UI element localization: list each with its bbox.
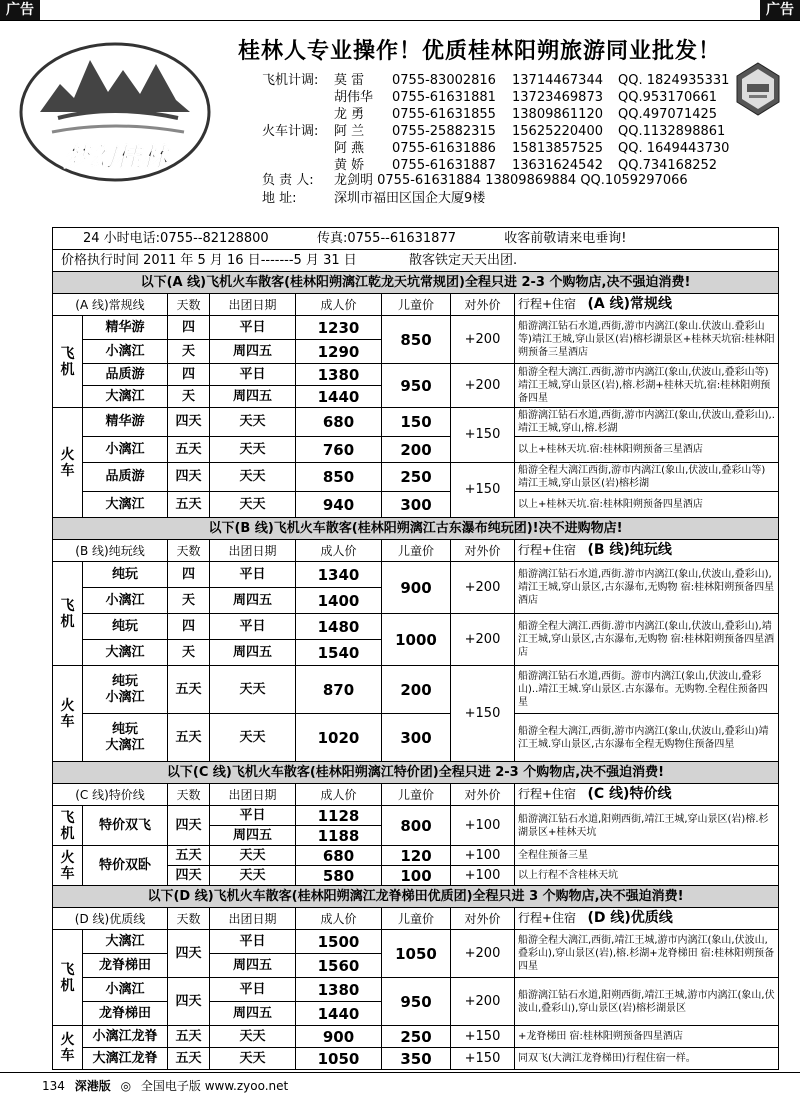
a-train-row-1: 火车 精华游 四天 天天 680 150 +150 船游漓江钻石水道,西街,游市内漓江(象山,伏波山,叠彩山),.靖江王城,穿山,榕.杉湖: [53, 408, 779, 437]
section-d-banner: 以下(D 线)飞机火车散客(桂林阳朔漓江龙脊梯田优质团)全程只进 3 个购物店,决不强迫消费!: [53, 886, 779, 908]
contact-role: 火车计调:: [262, 124, 319, 139]
contact-mobile: 13631624542: [512, 158, 603, 173]
a-train-row-2: 小漓江 五天 天天 760 200 以上+桂林天坑.宿:桂林阳朔预备三星酒店: [53, 437, 779, 463]
section-a-header: (A 线)常规线 天数 出团日期 成人价 儿童价 对外价 行程+住宿 (A 线)常规线: [53, 294, 779, 316]
d-train-row-2: 大漓江龙脊 五天 天天 1050 350 +150 同双飞(大漓江龙脊梯田)行程住宿一样。: [53, 1048, 779, 1070]
address-text: 深圳市福田区国企大厦9楼: [334, 191, 486, 206]
section-a-banner: 以下(A 线)飞机火车散客(桂林阳朔漓江乾龙天坑常规团)全程只进 2-3 个购物店,决不强迫消费!: [53, 272, 779, 294]
contact-qq: QQ.953170661: [618, 90, 718, 105]
b-train-row-2: 纯玩 大漓江 五天 天天 1020 300 船游全程大漓江,西街,游市内漓江(象山,伏波山,叠彩山)靖江王城.穿山景区,古东瀑布全程无购物住预备四星: [53, 714, 779, 762]
contact-tel: 0755-61631887: [392, 158, 496, 173]
a-plane-row-4: 大漓江 天 周四五 1440: [53, 386, 779, 408]
contact-name: 莫 雷: [334, 73, 365, 88]
ad-tag-left: 广告: [0, 0, 40, 20]
departure-note: 散客铁定天天出团.: [409, 252, 518, 268]
page-footer: [42, 1077, 294, 1094]
c-plane-row-1: 飞机 特价双飞 四天 平日 1128 800 +100 船游漓江钻石水道,阳朔西街,靖江王城,穿山景区(岩)榕.杉湖景区+桂林天坑: [53, 806, 779, 826]
section-b-banner: 以下(B 线)飞机火车散客(桂林阳朔漓江古东瀑布纯玩团)!决不进购物店!: [53, 518, 779, 540]
section-b-header: (B 线)纯玩线 天数 出团日期 成人价 儿童价 对外价 行程+住宿 (B 线)纯玩线: [53, 540, 779, 562]
price-table: [52, 227, 779, 1070]
price-validity: 价格执行时间 2011 年 5 月 16 日-------5 月 31 日: [61, 252, 357, 268]
contact-name: 阿 兰: [334, 124, 365, 139]
certification-badge: [735, 62, 781, 116]
top-rule: [0, 20, 800, 21]
contact-mobile: 15625220400: [512, 124, 603, 139]
a-plane-row-2: 小漓江 天 周四五 1290: [53, 340, 779, 364]
contact-qq: QQ.497071425: [618, 107, 718, 122]
footer-rule: [0, 1072, 800, 1073]
contact-tel: 0755-61631881: [392, 90, 496, 105]
c-train-row-2: 四天 天天 580 100 +100 以上行程不含桂林天坑: [53, 866, 779, 886]
info-row-2: [53, 250, 779, 272]
b-train-row-1: 火车 纯玩 小漓江 五天 天天 870 200 +150 船游漓江钻石水道,西街。游市内漓江(象山,伏波山,叠彩山)..靖江王城.穿山景区.古东瀑布。无购物.全程住预备四星: [53, 666, 779, 714]
b-plane-row-1: 飞机 纯玩 四 平日 1340 900 +200 船游漓江钻石水道,西街.游市内漓江(象山,伏波山,叠彩山),靖江王城,穿山景区,古东瀑布,无购物 宿:桂林阳朔预备四星酒店: [53, 562, 779, 588]
contact-mobile: 13714467344: [512, 73, 603, 88]
b-plane-row-4: 大漓江 天 周四五 1540: [53, 640, 779, 666]
site-link[interactable]: 全国电子版 www.zyoo.net: [140, 1079, 289, 1093]
manager-label: 负 责 人:: [262, 173, 314, 188]
info-row-1: [53, 228, 779, 250]
company-logo: [18, 40, 213, 185]
page-number: 134: [42, 1079, 65, 1093]
contact-qq: QQ. 1824935331: [618, 73, 730, 88]
c-plane-row-2: 周四五 1188: [53, 826, 779, 846]
a-train-row-3: 品质游 四天 天天 850 250 +150 船游全程大漓江西街,游市内漓江(象山,伏波山,叠彩山等)靖江王城,穿山景区(岩)榕杉湖: [53, 463, 779, 492]
hotline: 24 小时电话:0755--82128800: [83, 230, 269, 246]
contact-tel: 0755-61631855: [392, 107, 496, 122]
contact-qq: QQ.1132898861: [618, 124, 726, 139]
a-plane-row-3: 品质游 四 平日 1380 950 +200 船游全程大漓江.西街,游市内漓江(象山,伏波山,叠彩山等)靖江王城,穿山景区(岩),榕.杉湖+桂林天坑,宿:桂林阳朔预备四星: [53, 364, 779, 386]
logo-lettering: 梦幻桂林: [62, 143, 168, 173]
inquiry-note: 收客前敬请来电垂询!: [504, 230, 627, 246]
c-train-row-1: 火车 特价双卧 五天 天天 680 120 +100 全程住预备三星: [53, 846, 779, 866]
d-plane-row-1: 飞机 大漓江 四天 平日 1500 1050 +200 船游全程大漓江,西街,靖江王城,游市内漓江(象山,伏波山,叠彩山),穿山景区(岩),榕.杉湖+龙脊梯田 宿:桂林阳朔预备四星: [53, 930, 779, 954]
contact-name: 胡伟华: [334, 90, 374, 105]
edition-icon: ◎: [120, 1079, 132, 1093]
b-plane-row-2: 小漓江 天 周四五 1400: [53, 588, 779, 614]
a-plane-row-1: 飞机 精华游 四 平日 1230 850 +200 船游漓江钻石水道,西街,游市内漓江(象山.伏波山.叠彩山等)靖江王城,穿山景区(岩)榕杉湖景区+桂林天坑宿:桂林阳朔预备三星酒店: [53, 316, 779, 340]
edition-label: 深港版: [74, 1079, 111, 1093]
manager-text: 龙剑明 0755-61631884 13809869884 QQ.1059297066: [334, 173, 688, 188]
d-plane-row-4: 龙脊梯田 周四五 1440: [53, 1002, 779, 1026]
d-train-row-1: 火车 小漓江龙脊 五天 天天 900 250 +150 +龙脊梯田 宿:桂林阳朔预备四星酒店: [53, 1026, 779, 1048]
section-d-header: (D 线)优质线 天数 出团日期 成人价 儿童价 对外价 行程+住宿 (D 线)优质线: [53, 908, 779, 930]
contact-tel: 0755-61631886: [392, 141, 496, 156]
contact-mobile: 13809861120: [512, 107, 603, 122]
contact-name: 龙 勇: [334, 107, 365, 122]
contact-role: 飞机计调:: [262, 73, 319, 88]
b-plane-row-3: 纯玩 四 平日 1480 1000 +200 船游全程大漓江.西街.游市内漓江(象山,伏波山,叠彩山),靖江王城,穿山景区,古东瀑布,无购物 宿:桂林阳朔预备四星酒店: [53, 614, 779, 640]
contact-qq: QQ. 1649443730: [618, 141, 730, 156]
d-plane-row-2: 龙脊梯田 周四五 1560: [53, 954, 779, 978]
d-plane-row-3: 小漓江 四天 平日 1380 950 +200 船游漓江钻石水道,阳朔西街,靖江王城,游市内漓江(象山,伏波山,叠彩山),穿山景区(岩)榕杉湖景区: [53, 978, 779, 1002]
contact-tel: 0755-25882315: [392, 124, 496, 139]
contact-name: 阿 燕: [334, 141, 365, 156]
contact-mobile: 13723469873: [512, 90, 603, 105]
a-train-row-4: 大漓江 五天 天天 940 300 以上+桂林天坑.宿:桂林阳朔预备四星酒店: [53, 492, 779, 518]
ad-tag-right: 广告: [760, 0, 800, 20]
contact-name: 黄 娇: [334, 158, 365, 173]
section-c-header: (C 线)特价线 天数 出团日期 成人价 儿童价 对外价 行程+住宿 (C 线)特价线: [53, 784, 779, 806]
contact-qq: QQ.734168252: [618, 158, 718, 173]
contact-tel: 0755-83002816: [392, 73, 496, 88]
fax: 传真:0755--61631877: [316, 230, 456, 246]
headline: 桂林人专业操作！优质桂林阳朔旅游同业批发！: [238, 39, 722, 64]
section-c-banner: 以下(C 线)飞机火车散客(桂林阳朔漓江特价团)全程只进 2-3 个购物店,决不强迫消费!: [53, 762, 779, 784]
contact-mobile: 15813857525: [512, 141, 603, 156]
address-label: 地 址:: [262, 191, 297, 206]
